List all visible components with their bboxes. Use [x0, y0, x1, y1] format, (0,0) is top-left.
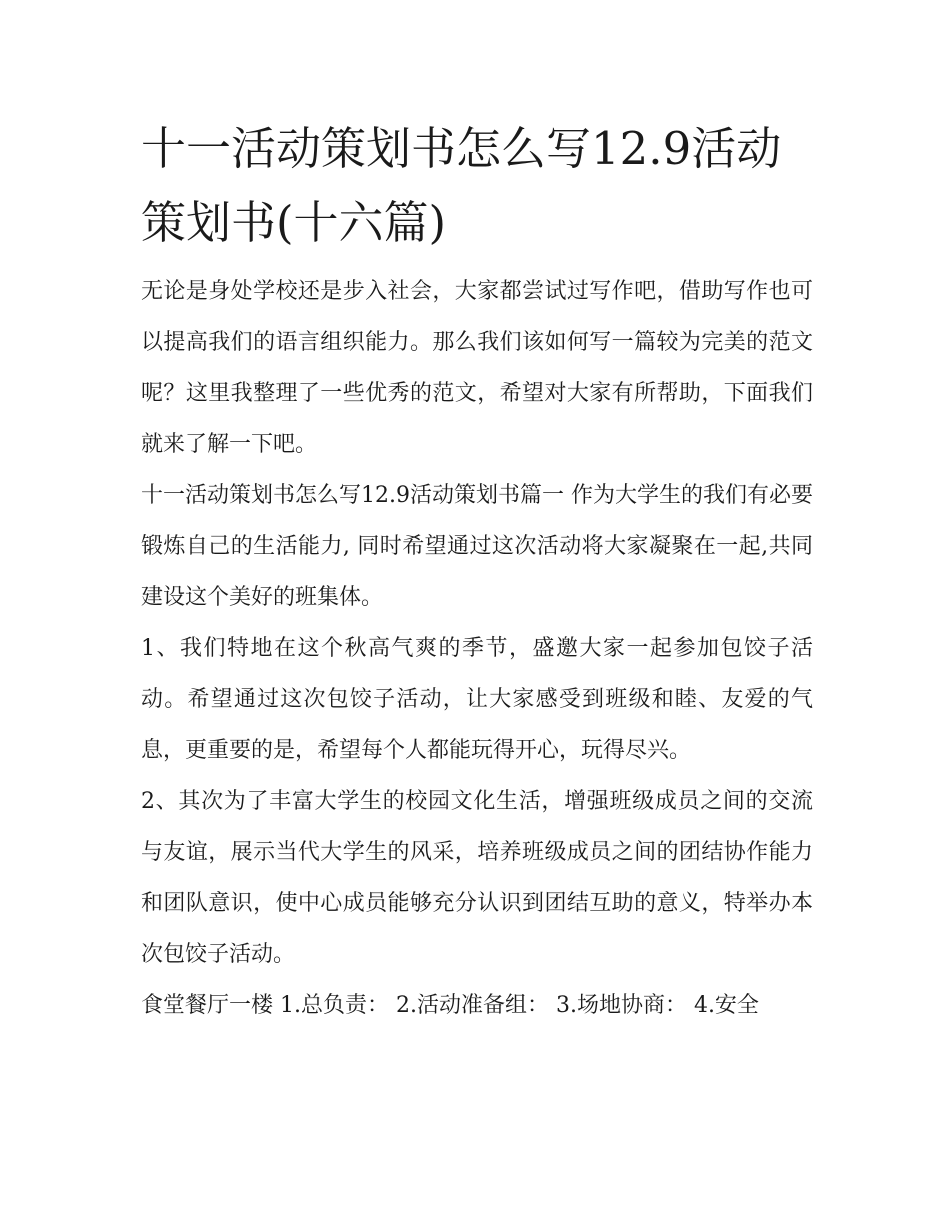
- document-page: [141, 112, 813, 1031]
- paragraph-venue-roles: 食堂餐厅一楼 1.总负责： 2.活动准备组： 3.场地协商： 4.安全: [141, 993, 759, 1018]
- document-title: 十一活动策划书怎么写12.9活动策划书(十六篇): [141, 122, 782, 249]
- paragraph-point-two: 2、其次为了丰富大学生的校园文化生活，增强班级成员之间的交流与友谊，展示当代大学生的风采，培养班级成员之间的团结协作能力和团队意识，使中心成员能够充分认识到团结互助的意义，特举办本次包饺子活动。: [141, 789, 813, 967]
- paragraph-article-one: 十一活动策划书怎么写12.9活动策划书篇一 作为大学生的我们有必要锻炼自己的生活能力, 同时希望通过这次活动将大家凝聚在一起,共同建设这个美好的班集体。: [141, 483, 813, 610]
- paragraph-point-one: 1、我们特地在这个秋高气爽的季节，盛邀大家一起参加包饺子活动。希望通过这次包饺子活动，让大家感受到班级和睦、友爱的气息，更重要的是，希望每个人都能玩得开心，玩得尽兴。: [141, 636, 813, 763]
- paragraph-intro: 无论是身处学校还是步入社会，大家都尝试过写作吧，借助写作也可以提高我们的语言组织能力。那么我们该如何写一篇较为完美的范文呢？这里我整理了一些优秀的范文，希望对大家有所帮助，下面我们就来了解一下吧。: [141, 279, 813, 457]
